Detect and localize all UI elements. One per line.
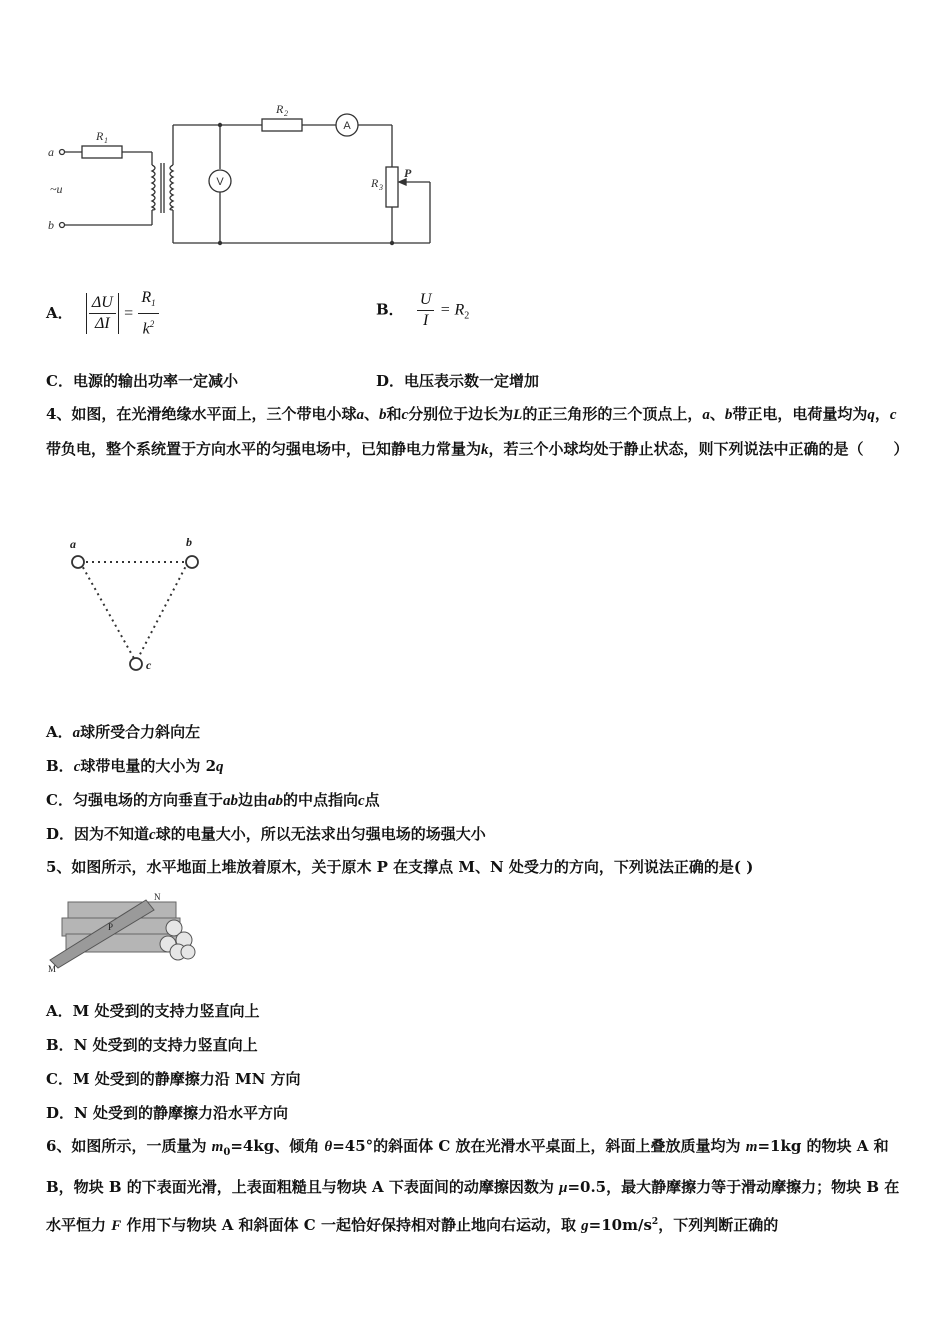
logs-diagram (46, 888, 196, 974)
ball-a-label: a (70, 537, 76, 551)
q6-stem: 6、如图所示，一质量为 $m_0=4kg$、倾角 θ=45°的斜面体 C 放在光滑水平桌面上，斜面上叠放质量均为 m=1kg 的物块 A 和 B，物块 B 的下表面光滑，上表面粗糙且与物块 A 下表面间的动摩擦因数为 μ=0.5，最大静摩擦力等于滑动摩擦力；物块 B 在水平恒力 F 作用下与物块 A 和斜面体 C 一起恰好保持相对静止地向右运动，取 $g=10m/s^2$，下列判断正确的 (46, 1137, 900, 1234)
ball-b (186, 556, 198, 568)
support-n-label: N (154, 892, 161, 902)
abs-bars (86, 293, 119, 334)
q5-stem: 5、如图所示，水平地面上堆放着原木，关于原木 P 在支撑点 M、N 处受力的方向，下列说法正确的是( ) (46, 858, 754, 876)
r2-sub: 2 (284, 109, 288, 118)
slider-p-label: P (404, 166, 412, 180)
q5-option-c: C．M 处受到的静摩擦力沿 MN 方向 (46, 1070, 301, 1088)
q5-option-a: A．M 处受到的支持力竖直向上 (46, 1002, 260, 1020)
q4-option-b: B．c球带电量的大小为 2q (46, 757, 224, 775)
ball-b-label: b (186, 535, 192, 549)
equals-sign: = (124, 304, 134, 322)
ball-c (130, 658, 142, 670)
fraction-du-di: $\frac{\Delta U}{\Delta I}$ (89, 293, 116, 334)
option-letter: A． (46, 303, 73, 322)
r3-label: R (371, 176, 379, 190)
triangle-diagram (60, 530, 230, 680)
ball-a (72, 556, 84, 568)
q3-option-c: C．电源的输出功率一定减小 (46, 372, 238, 390)
fraction-r1-k2: $\frac{R_1}{k^2}$ (138, 288, 158, 340)
circuit-diagram (40, 95, 460, 255)
r1-sub: 1 (104, 136, 108, 145)
terminal-a-label: a (48, 145, 54, 159)
terminal-b-label: b (48, 218, 54, 232)
log-p-label: P (108, 922, 114, 932)
equals-r2: = R (439, 301, 465, 319)
q4-option-a: A．a球所受合力斜向左 (46, 723, 201, 741)
q4-option-c: C．匀强电场的方向垂直于ab边由ab的中点指向c点 (46, 791, 380, 809)
fraction-u-i: $\frac{U}{I}$ (417, 290, 435, 331)
support-m-label: M (48, 964, 57, 974)
ammeter-label: A (343, 120, 351, 132)
q3-option-d: D．电压表示数一定增加 (376, 372, 540, 390)
r3-sub: 3 (379, 183, 383, 192)
option-letter: B． (376, 300, 404, 319)
q5-option-b: B．N 处受到的支持力竖直向上 (46, 1036, 258, 1054)
q4-stem: 4、如图，在光滑绝缘水平面上，三个带电小球a、b和c分别位于边长为L的正三角形的三个顶点上，a、b带正电，电荷量均为q，c带负电，整个系统置于方向水平的匀强电场中，已知静电力常量为k，若三个小球均处于静止状态，则下列说法中正确的是（ ） (46, 405, 909, 458)
q3-option-a (46, 288, 159, 340)
q3-option-b: B． $\frac{U}{I}$ = $R_2$ (376, 291, 470, 329)
r1-label: R (96, 129, 104, 143)
ball-c-label: c (146, 658, 152, 672)
r2-label: R (276, 102, 284, 116)
q5-option-d: D．N 处受到的静摩擦力沿水平方向 (46, 1104, 288, 1122)
q4-option-d: D．因为不知道c球的电量大小，所以无法求出匀强电场的场强大小 (46, 825, 486, 843)
voltmeter-label: V (216, 176, 224, 188)
source-label: ~u (50, 182, 63, 196)
